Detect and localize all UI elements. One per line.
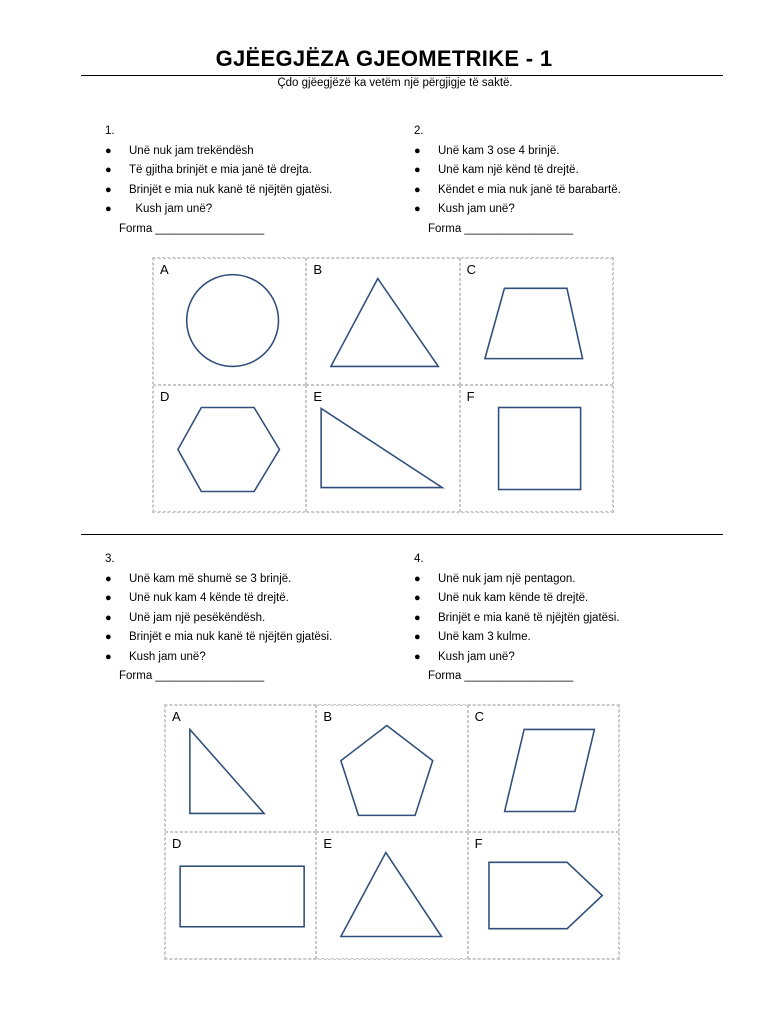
shape-cell[interactable] [165, 705, 316, 832]
shapes-grid-2 [164, 704, 620, 960]
right-triangle-icon [307, 386, 458, 511]
shape-label: E [313, 389, 322, 404]
list-item: ● Kush jam unë? [81, 200, 332, 220]
bullet-icon: ● [414, 650, 421, 663]
bullet-icon: ● [414, 631, 421, 643]
bullet-icon: ● [105, 631, 112, 643]
riddle-1 [81, 122, 332, 239]
list-item: ● Kush jam unë? [390, 648, 620, 668]
list-item: ● Unë nuk kam kënde të drejtë. [390, 589, 620, 609]
bullet-icon: ● [105, 203, 112, 215]
list-item: ● Kush jam unë? [81, 648, 332, 668]
shape-label: A [172, 709, 181, 724]
list-item: ● Të gjitha brinjët e mia janë të drejta. [81, 161, 332, 181]
riddle-number: 1. [105, 125, 115, 137]
page-subtitle: Çdo gjëegjëzë ka vetëm një përgjigje të saktë. [277, 77, 513, 89]
shape-label: F [466, 389, 475, 404]
list-item: ● Unë jam një pesëkëndësh. [81, 609, 332, 629]
list-item: ● Unë kam më shumë se 3 brinjë. [81, 570, 332, 590]
bullet-icon: ● [105, 572, 112, 585]
list-item: ● Unë nuk jam trekëndësh [81, 142, 332, 162]
list-item: ● Unë kam 3 kulme. [390, 628, 620, 648]
circle-icon [154, 259, 305, 384]
shape-cell[interactable] [460, 258, 613, 385]
list-item: ● Brinjët e mia nuk kanë të njëjtën gjatësi. [81, 628, 332, 648]
list-item: ● Unë nuk jam një pentagon. [390, 570, 620, 590]
riddle-number: 4. [414, 553, 424, 565]
shape-cell[interactable] [165, 832, 316, 959]
riddle-4 [390, 550, 620, 687]
bullet-icon: ● [105, 183, 112, 196]
bullet-icon: ● [414, 183, 421, 196]
right-triangle-icon [166, 706, 315, 831]
bullet-icon: ● [105, 144, 112, 157]
shape-cell[interactable] [460, 385, 613, 512]
list-item: ● Kush jam unë? [390, 200, 621, 220]
shape-label: B [313, 262, 322, 277]
shape-label: E [323, 836, 332, 851]
shape-cell[interactable] [306, 385, 459, 512]
bullet-icon: ● [414, 611, 421, 624]
shape-cell[interactable] [468, 832, 619, 959]
list-item: ● Këndet e mia nuk janë të barabartë. [390, 181, 621, 201]
shapes-grid-1 [152, 257, 614, 513]
riddle-number: 3. [105, 553, 115, 565]
shape-label: C [474, 709, 485, 724]
bullet-icon: ● [105, 592, 112, 604]
square-icon [461, 386, 612, 511]
bullet-icon: ● [414, 592, 421, 604]
list-item: ● Brinjët e mia nuk kanë të njëjtën gjatësi. [81, 181, 332, 201]
list-item: ● Brinjët e mia kanë të njëjtën gjatësi. [390, 609, 620, 629]
hexagon-icon [154, 386, 305, 511]
bullet-icon: ● [105, 164, 112, 176]
shape-cell[interactable] [153, 385, 306, 512]
list-item: ● Unë kam një kënd të drejtë. [390, 161, 621, 181]
answer-field[interactable]: Forma _________________ [428, 222, 574, 235]
shape-cell[interactable] [468, 705, 619, 832]
shape-cell[interactable] [306, 258, 459, 385]
list-item: ● Unë kam 3 ose 4 brinjë. [390, 142, 621, 162]
shape-label: C [466, 262, 477, 277]
shape-label: D [160, 389, 170, 404]
shape-label: F [474, 836, 483, 851]
pentagon-icon [317, 706, 466, 831]
triangle-icon [307, 259, 458, 384]
bullet-icon: ● [414, 572, 421, 585]
bullet-icon: ● [105, 650, 112, 663]
bullet-icon: ● [414, 203, 421, 215]
shape-label: B [323, 709, 332, 724]
bullet-icon: ● [105, 611, 112, 624]
shape-cell[interactable] [153, 258, 306, 385]
answer-field[interactable]: Forma _________________ [119, 670, 265, 682]
triangle-icon [317, 833, 466, 958]
riddle-number: 2. [414, 125, 424, 137]
trapezoid-icon [461, 259, 612, 384]
irregular-pentagon-icon [469, 833, 618, 958]
parallelogram-icon [469, 706, 618, 831]
list-item: ● Unë nuk kam 4 kënde të drejtë. [81, 589, 332, 609]
shape-label: A [160, 262, 169, 277]
answer-field[interactable]: Forma _________________ [428, 670, 574, 682]
bullet-icon: ● [414, 144, 421, 157]
section-divider [81, 534, 723, 535]
title-rule [81, 75, 723, 76]
answer-field[interactable]: Forma _________________ [119, 222, 265, 235]
bullet-icon: ● [414, 164, 421, 176]
shape-label: D [172, 836, 182, 851]
shape-cell[interactable] [316, 705, 467, 832]
shape-cell[interactable] [316, 832, 467, 959]
page-title: GJËEGJËZA GJEOMETRIKE - 1 [215, 46, 553, 71]
riddle-2 [390, 122, 621, 239]
riddle-3 [81, 550, 332, 687]
rectangle-icon [166, 833, 315, 958]
